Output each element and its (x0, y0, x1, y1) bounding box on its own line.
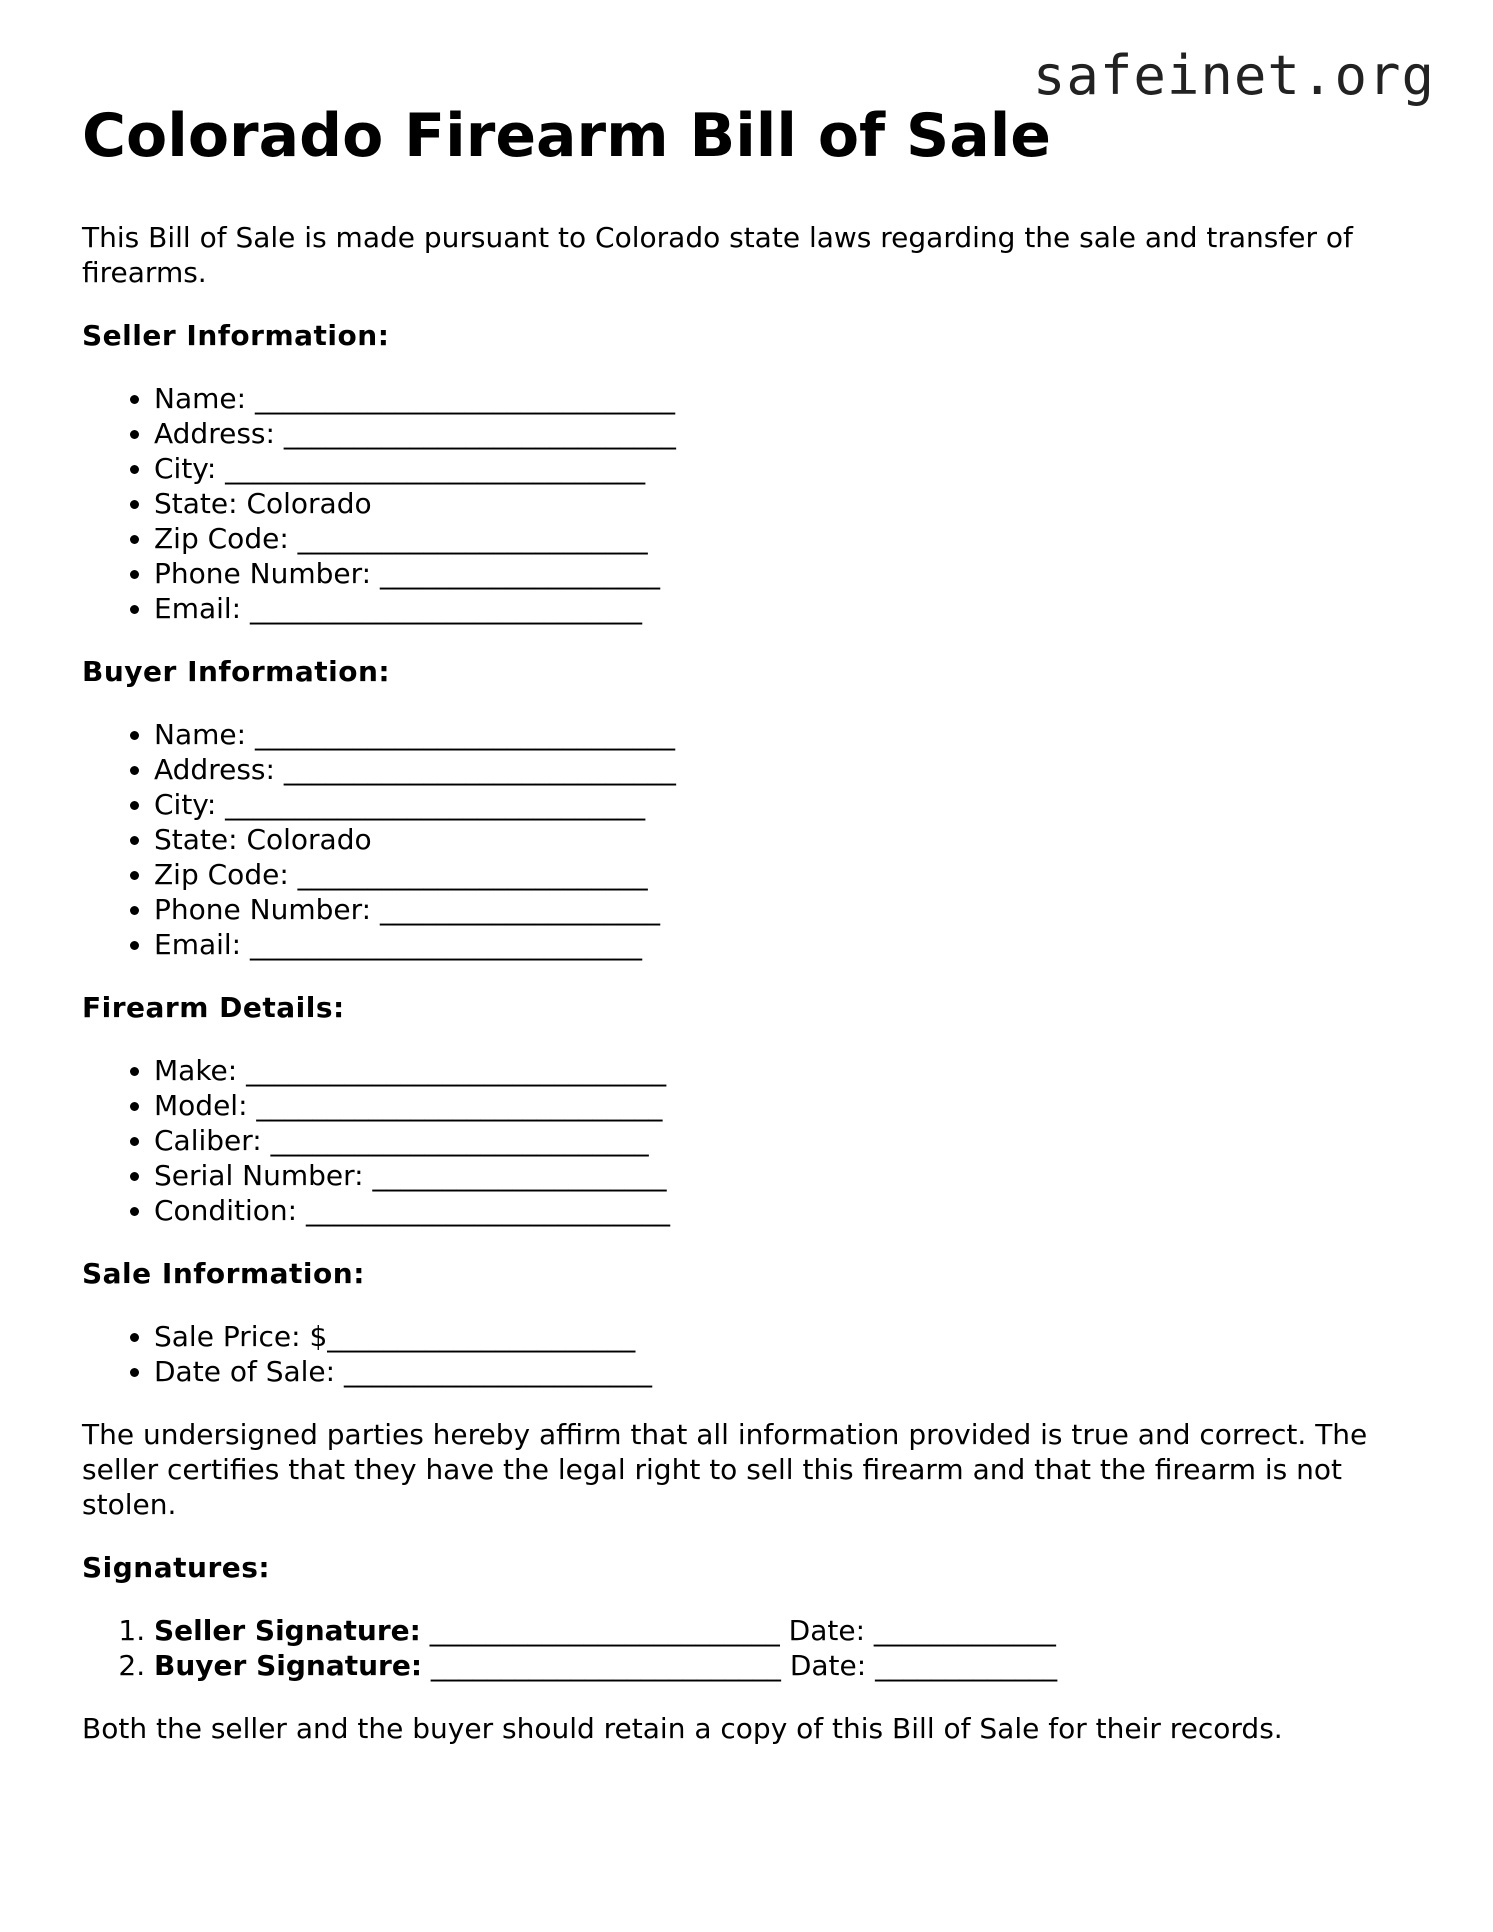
seller-phone-field: • Phone Number: ____________________ (154, 556, 1422, 591)
firearm-model-field: • Model: _____________________________ (154, 1088, 1422, 1123)
document-page (82, 100, 1422, 1774)
firearm-heading: Firearm Details: (82, 991, 345, 1024)
seller-signature-blanks: _________________________ Date: _____________ (420, 1614, 1056, 1647)
sale-heading: Sale Information: (82, 1257, 365, 1290)
seller-list (82, 381, 1422, 626)
seller-name-field: • Name: ______________________________ (154, 381, 1422, 416)
buyer-address-field: • Address: ____________________________ (154, 752, 1422, 787)
seller-state-field: • State: Colorado (154, 486, 1422, 521)
buyer-heading: Buyer Information: (82, 655, 391, 688)
sale-date-field: • Date of Sale: ______________________ (154, 1354, 1422, 1389)
signatures-list (82, 1613, 1422, 1683)
sale-list (82, 1319, 1422, 1389)
affirmation-paragraph: The undersigned parties hereby affirm that all information provided is true and correct. The seller certifies that they have the legal right to sell this firearm and that the firearm is not stolen. (82, 1418, 1368, 1521)
buyer-list (82, 717, 1422, 962)
watermark: safeinet.org (1032, 44, 1435, 107)
sale-price-field: • Sale Price: $______________________ (154, 1319, 1422, 1354)
firearm-serial-field: • Serial Number: _____________________ (154, 1158, 1422, 1193)
firearm-caliber-field: • Caliber: ___________________________ (154, 1123, 1422, 1158)
buyer-name-field: • Name: ______________________________ (154, 717, 1422, 752)
seller-email-field: • Email: ____________________________ (154, 591, 1422, 626)
buyer-phone-field: • Phone Number: ____________________ (154, 892, 1422, 927)
buyer-signature-blanks: _________________________ Date: _____________ (422, 1649, 1058, 1682)
buyer-signature-line (154, 1648, 1422, 1683)
firearm-list (82, 1053, 1422, 1228)
seller-signature-line (154, 1613, 1422, 1648)
buyer-city-field: • City: ______________________________ (154, 787, 1422, 822)
page-title: Colorado Firearm Bill of Sale (82, 101, 1051, 171)
seller-signature-label: Seller Signature: (154, 1614, 421, 1647)
signatures-heading: Signatures: (82, 1551, 271, 1584)
seller-address-field: • Address: ____________________________ (154, 416, 1422, 451)
seller-city-field: • City: ______________________________ (154, 451, 1422, 486)
buyer-zip-field: • Zip Code: _________________________ (154, 857, 1422, 892)
buyer-signature-label: Buyer Signature: (154, 1649, 423, 1682)
firearm-make-field: • Make: ______________________________ (154, 1053, 1422, 1088)
closing-paragraph: Both the seller and the buyer should retain a copy of this Bill of Sale for their records. (82, 1712, 1283, 1745)
firearm-condition-field: • Condition: __________________________ (154, 1193, 1422, 1228)
intro-paragraph: This Bill of Sale is made pursuant to Colorado state laws regarding the sale and transfer of firearms. (82, 221, 1353, 289)
buyer-state-field: • State: Colorado (154, 822, 1422, 857)
seller-zip-field: • Zip Code: _________________________ (154, 521, 1422, 556)
seller-heading: Seller Information: (82, 319, 390, 352)
buyer-email-field: • Email: ____________________________ (154, 927, 1422, 962)
